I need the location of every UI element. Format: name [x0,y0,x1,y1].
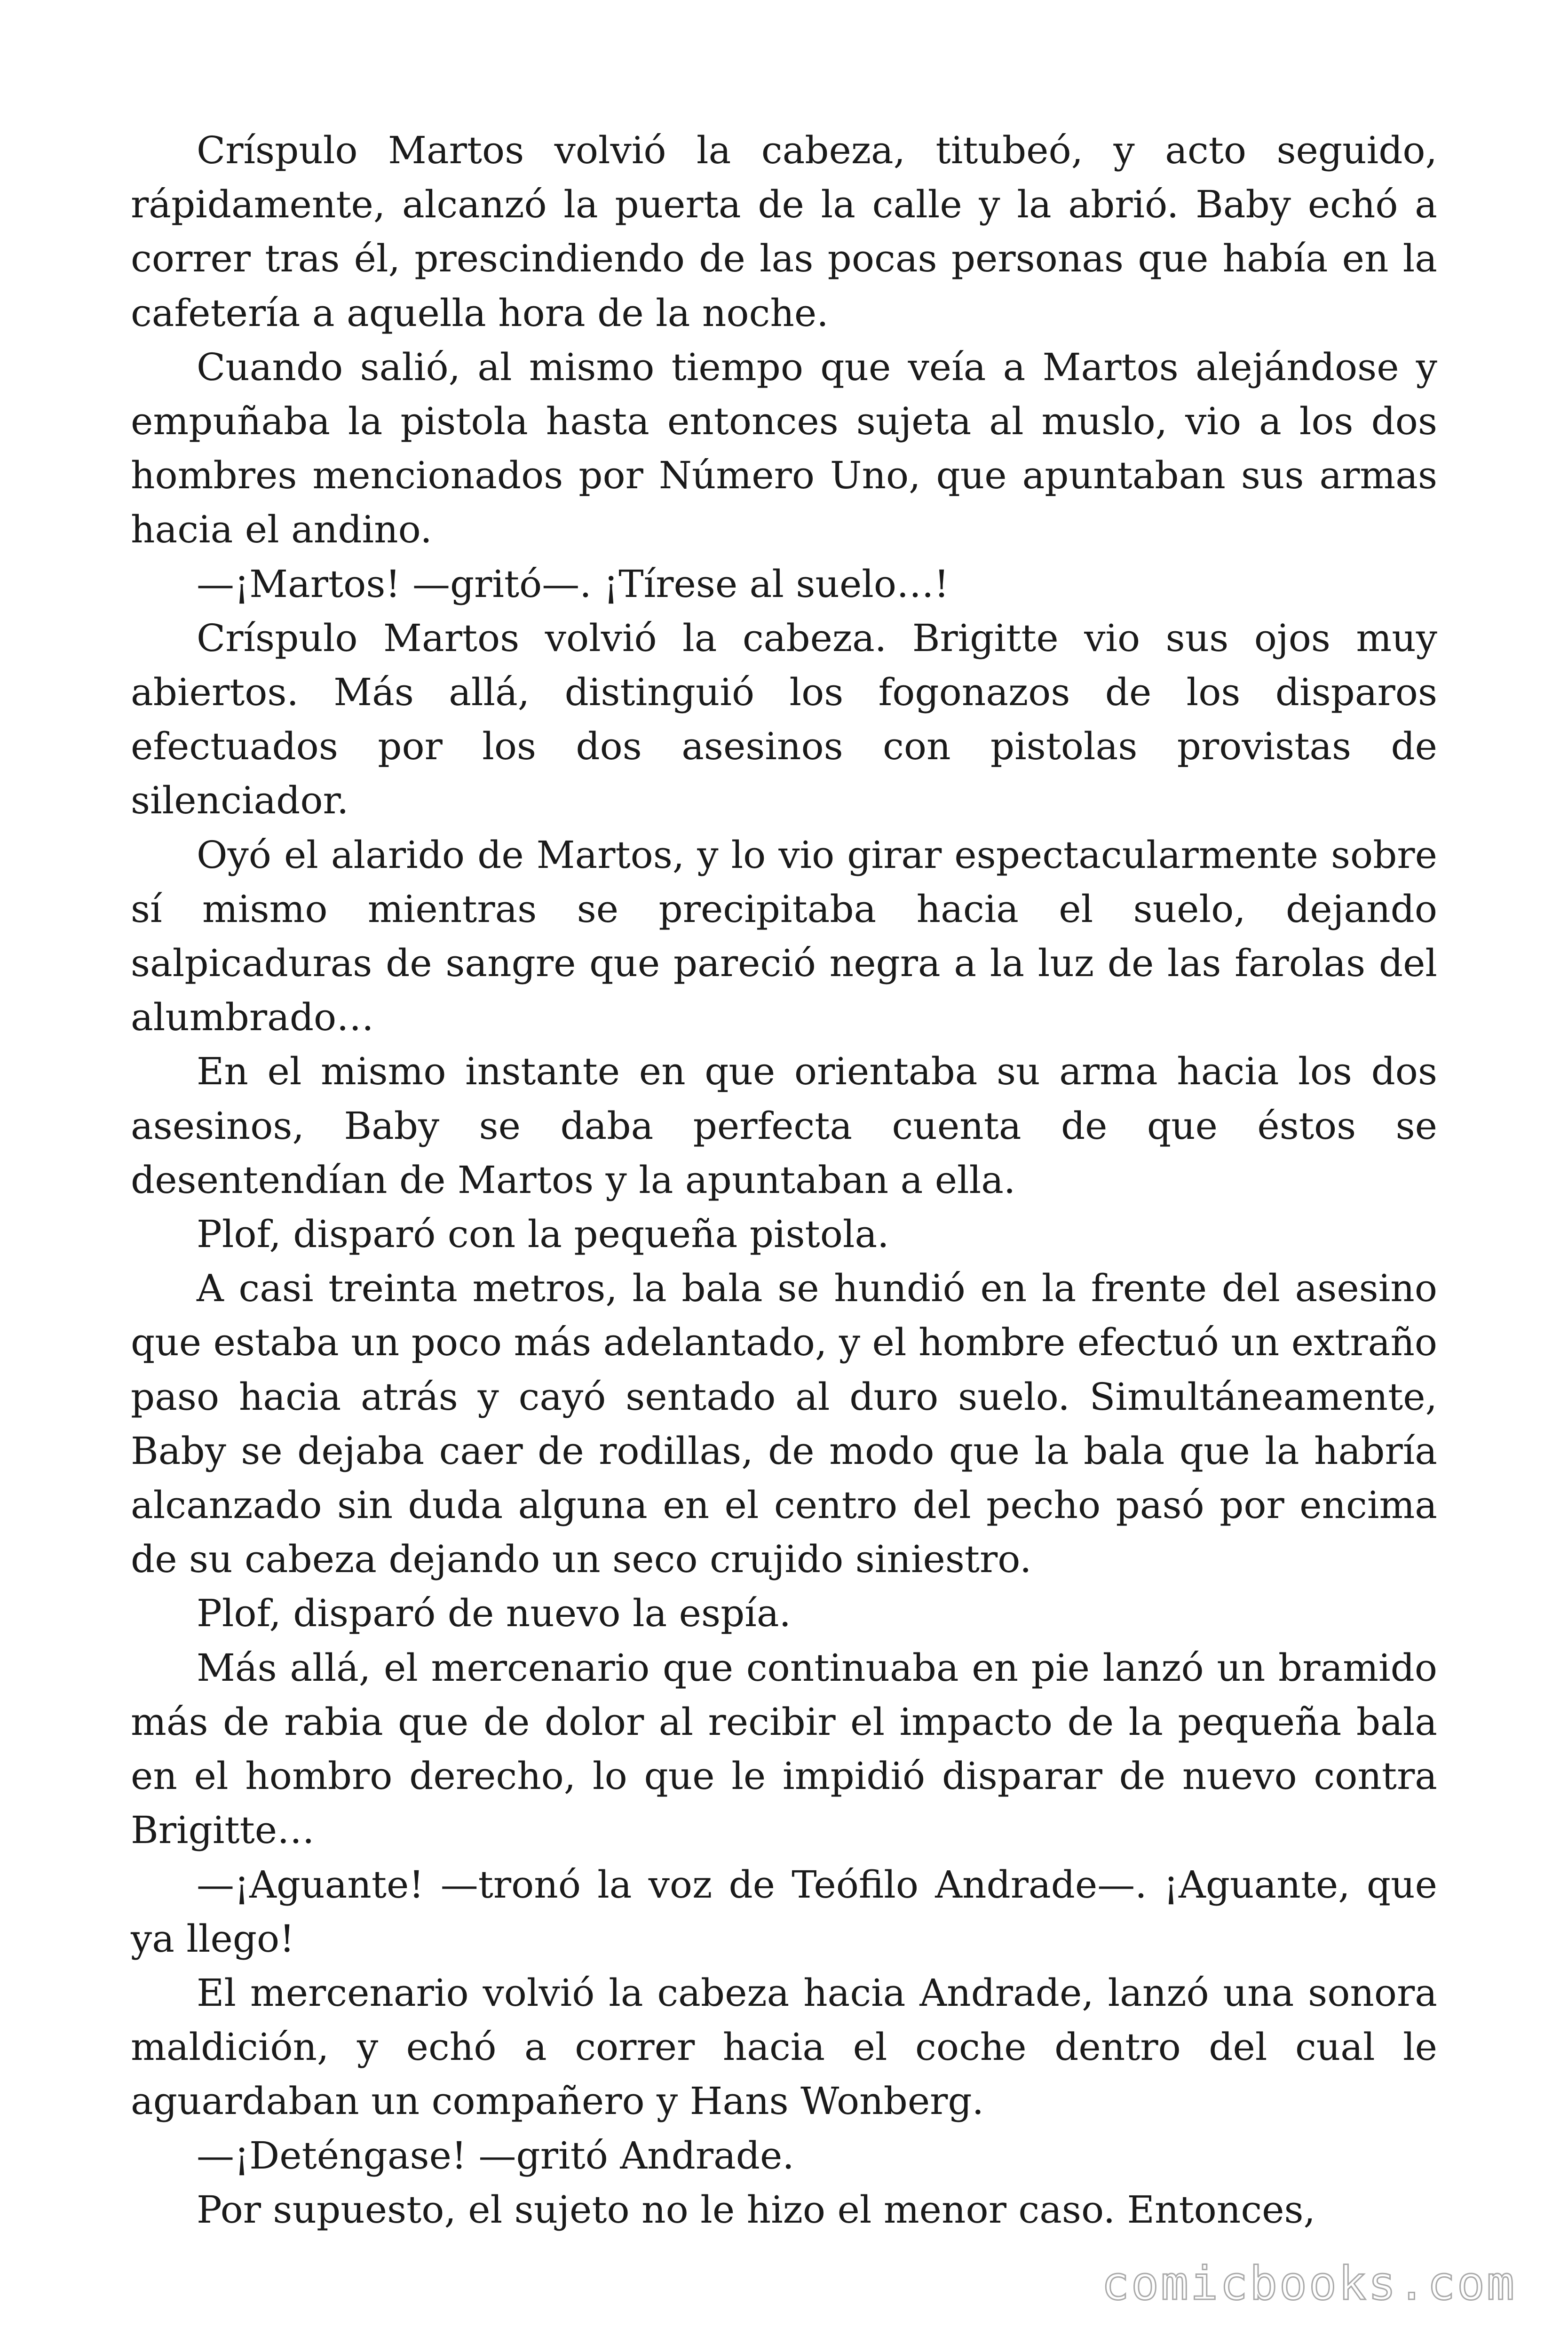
paragraph: —¡Aguante! —tronó la voz de Teófilo Andrade—. ¡Aguante, que ya llego! [131,1862,1437,1961]
paragraph: Por supuesto, el sujeto no le hizo el menor caso. Entonces, [197,2187,1315,2232]
paragraph: Plof, disparó con la pequeña pistola. [197,1212,889,1256]
paragraph: —¡Deténgase! —gritó Andrade. [197,2133,794,2177]
body-text [131,123,1437,2237]
paragraph: A casi treinta metros, la bala se hundió en la frente del asesino que estaba un poco más adelantado, y el hombre efectuó un extraño paso hacia atrás y cayó sentado al duro suelo. Simultáneamente, Baby se dejaba caer de rodillas, de modo que la bala que la habría alcanzado sin duda alguna en el centro del pecho pasó por encima de su cabeza dejando un seco crujido siniestro. [131,1266,1437,1581]
paragraph: Oyó el alarido de Martos, y lo vio girar espectacularmente sobre sí mismo mientras se precipitaba hacia el suelo, dejando salpicaduras de sangre que pareció negra a la luz de las farolas del alumbrado… [131,833,1437,1040]
paragraph: Críspulo Martos volvió la cabeza, titubeó, y acto seguido, rápidamente, alcanzó la puerta de la calle y la abrió. Baby echó a correr tras él, prescindiendo de las pocas personas que había en la cafetería a aquella hora de la noche. [131,128,1437,335]
paragraph: El mercenario volvió la cabeza hacia Andrade, lanzó una sonora maldición, y echó a correr hacia el coche dentro del cual le aguardaban un compañero y Hans Wonberg. [131,1971,1437,2123]
paragraph: Críspulo Martos volvió la cabeza. Brigitte vio sus ojos muy abiertos. Más allá, distinguió los fogonazos de los disparos efectuados por los dos asesinos con pistolas provistas de silenciador. [131,616,1437,823]
paragraph: En el mismo instante en que orientaba su arma hacia los dos asesinos, Baby se daba perfecta cuenta de que éstos se desentendían de Martos y la apuntaban a ella. [131,1049,1437,1202]
site-watermark: comicbooks.com [1101,2257,1516,2311]
paragraph: Plof, disparó de nuevo la espía. [197,1591,791,1636]
paragraph: Más allá, el mercenario que continuaba en pie lanzó un bramido más de rabia que de dolor al recibir el impacto de la pequeña bala en el hombro derecho, lo que le impidió disparar de nuevo contra Brigitte… [131,1645,1437,1852]
paragraph: —¡Martos! —gritó—. ¡Tírese al suelo…! [197,562,950,606]
paragraph: Cuando salió, al mismo tiempo que veía a Martos alejándose y empuñaba la pistola hasta entonces sujeta al muslo, vio a los dos hombres mencionados por Número Uno, que apuntaban sus armas hacia el andino. [131,345,1437,552]
